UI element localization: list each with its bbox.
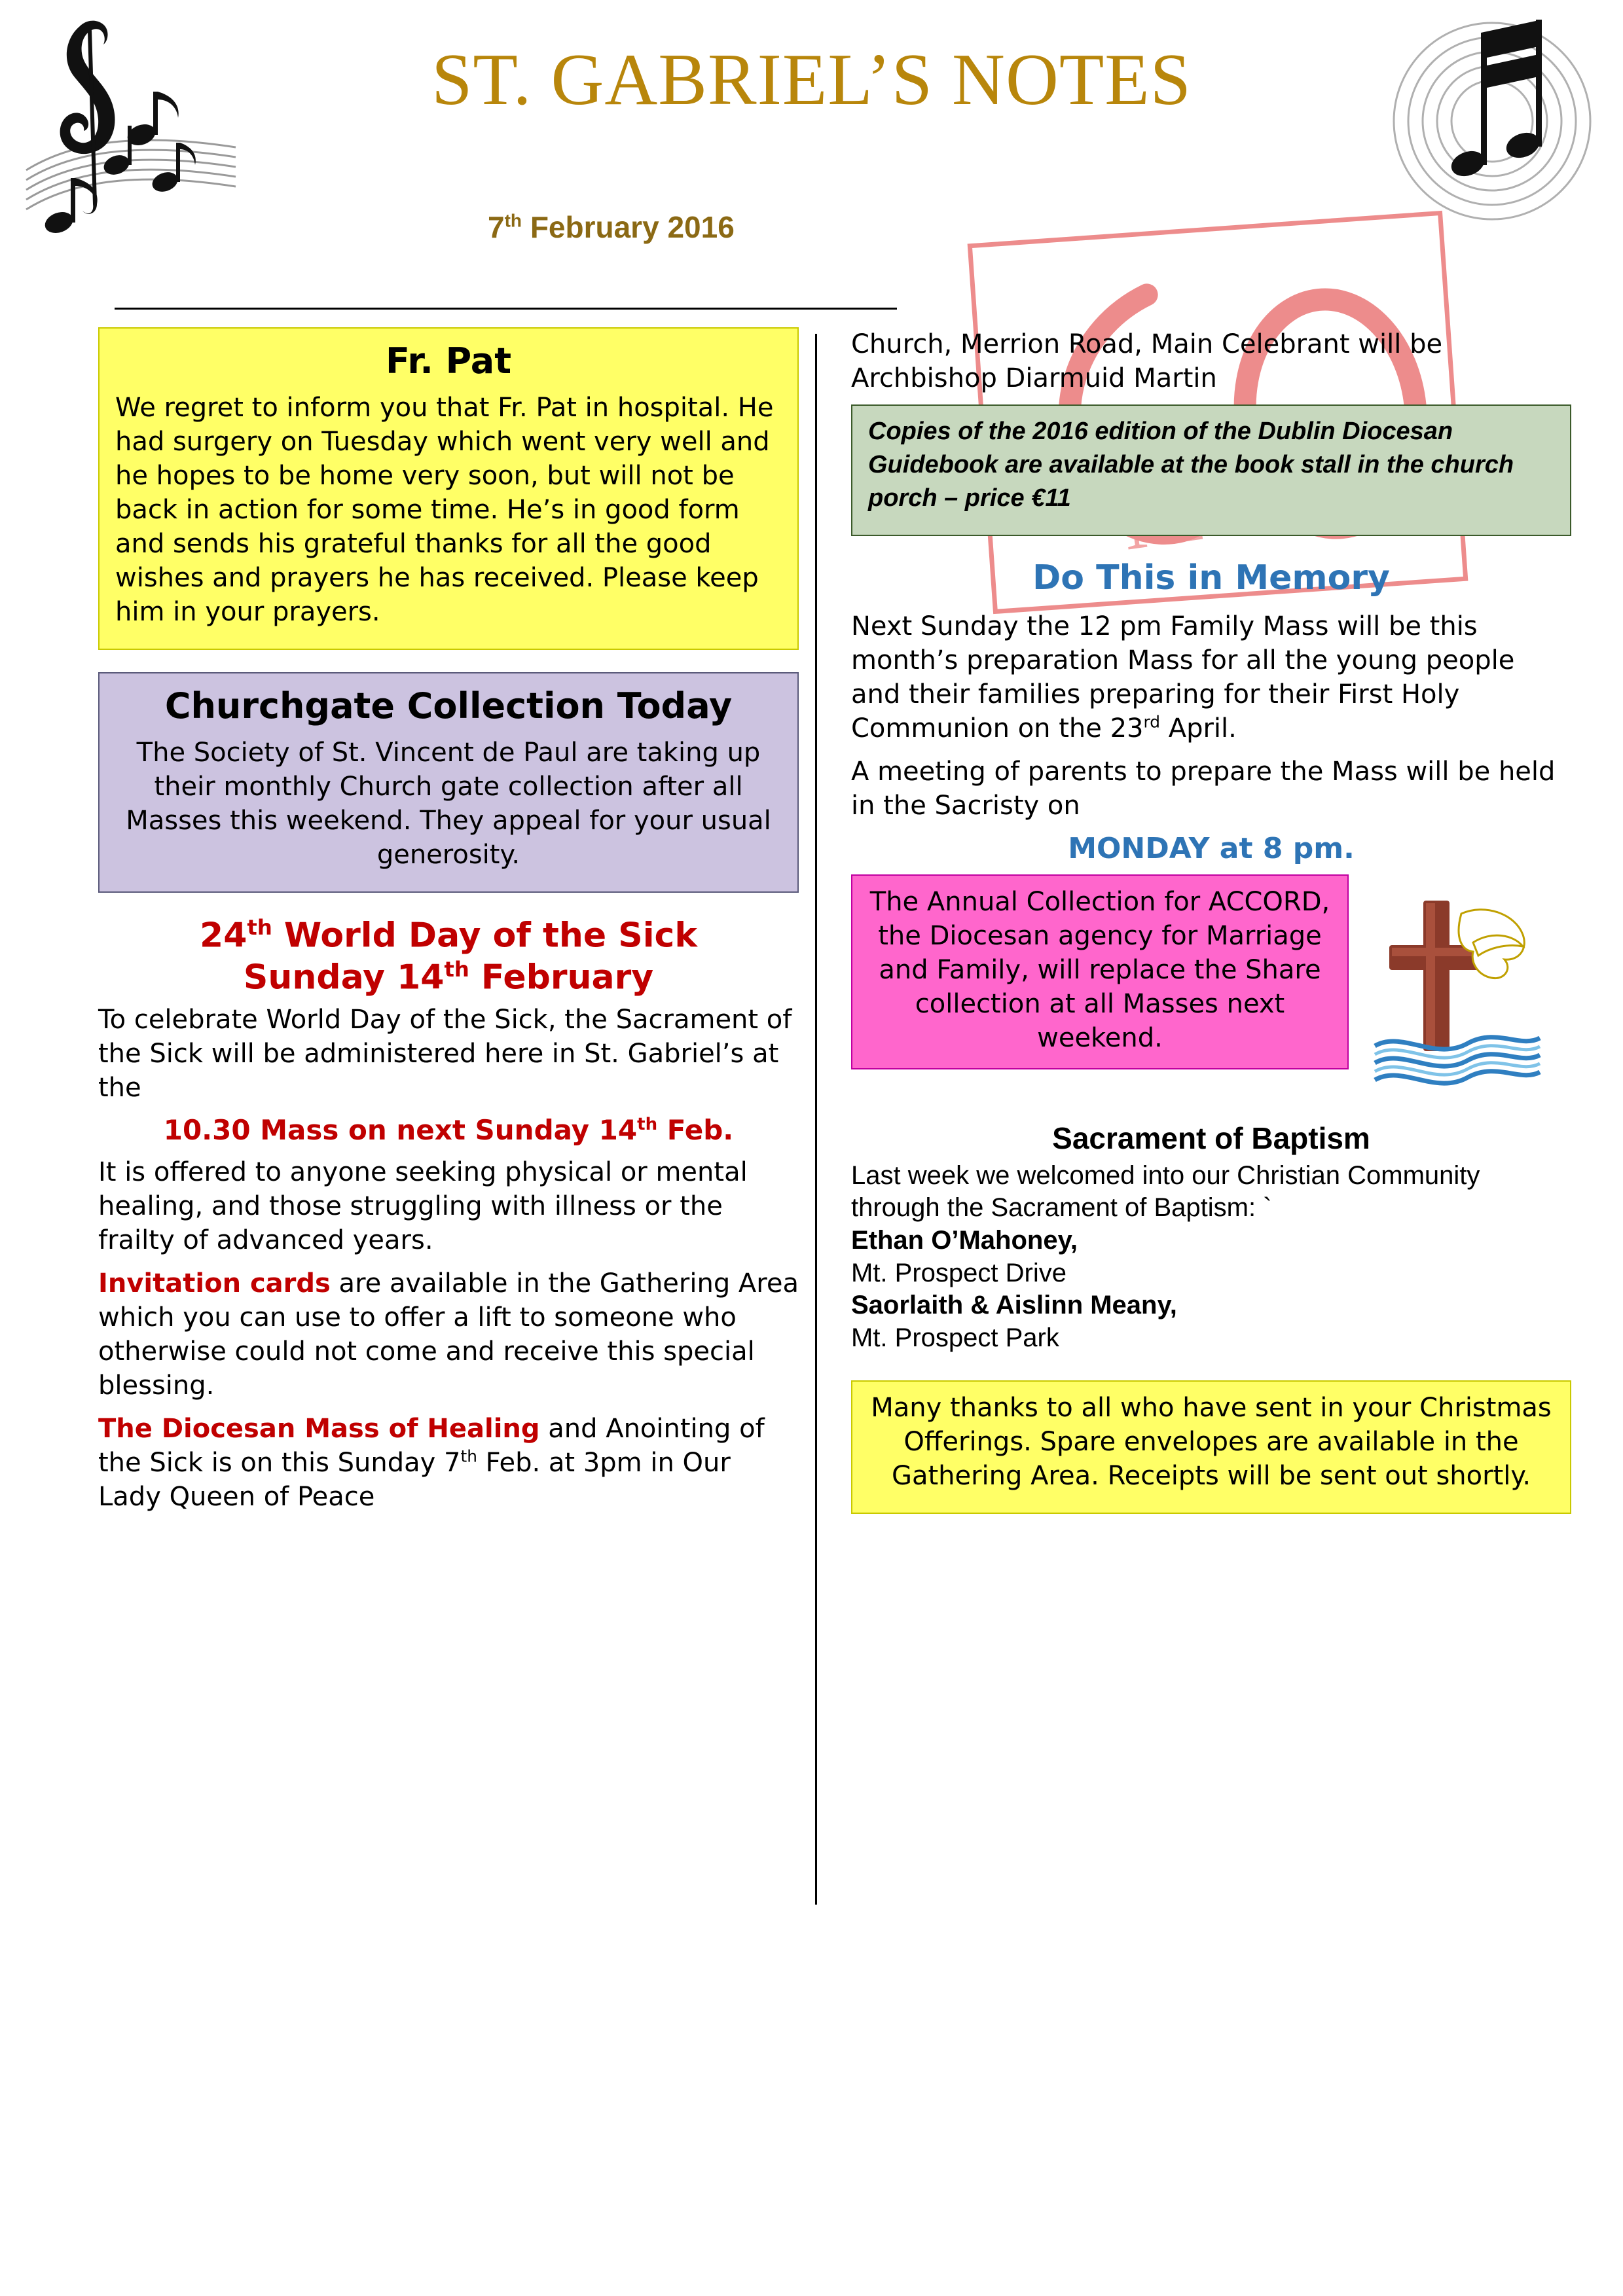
- world-day-para-2: It is offered to anyone seeking physical or mental healing, and those struggling with illness or the frailty of advanced years.: [98, 1157, 748, 1255]
- baptism-name-1: Ethan O’Mahoney,: [851, 1225, 1078, 1255]
- accord-text: The Annual Collection for ACCORD, the Diocesan agency for Marriage and Family, will replace the Share collection at all Masses next weekend.: [869, 886, 1330, 1053]
- column-divider: [815, 334, 817, 1905]
- diocesan-mass-continuation: Church, Merrion Road, Main Celebrant will be Archbishop Diarmuid Martin: [851, 329, 1443, 393]
- issue-date: [488, 209, 735, 245]
- invitation-cards-emphasis: Invitation cards: [98, 1268, 331, 1299]
- mass-time-ordinal: th: [637, 1114, 658, 1134]
- world-day-sunday: Sunday 14: [243, 958, 445, 997]
- baptism-name-2: Saorlaith & Aislinn Meany,: [851, 1291, 1177, 1320]
- churchgate-heading: Churchgate Collection Today: [164, 685, 733, 726]
- fr-pat-notice: [98, 327, 799, 650]
- newsletter-header: [0, 0, 1623, 281]
- baptism-address-2: Mt. Prospect Park: [851, 1323, 1059, 1352]
- fr-pat-heading: Fr. Pat: [385, 340, 512, 382]
- thanks-text: Many thanks to all who have sent in your Christmas Offerings. Spare envelopes are available in the Gathering Area. Receipts will be sent out shortly.: [871, 1393, 1552, 1492]
- sacrament-of-baptism-section: [851, 1121, 1571, 1355]
- baptism-heading: Sacrament of Baptism: [1052, 1121, 1370, 1155]
- accord-dove-cross-water-icon: [1363, 874, 1553, 1103]
- fr-pat-body: We regret to inform you that Fr. Pat in hospital. He had surgery on Tuesday which went very well and he hopes to be home very soon, but will not be back in action for some time. He’s in good form and sends his grateful thanks for all the good wishes and prayers he has received. Please keep him in your prayers.: [115, 393, 774, 627]
- world-day-ordinal: th: [247, 915, 272, 940]
- accord-collection-row: [851, 874, 1571, 1103]
- memory-para-1-text: Next Sunday the 12 pm Family Mass will be this month’s preparation Mass for all the young people and their families preparing for their First Holy Communion on the 23: [851, 611, 1515, 744]
- date-month-year: February 2016: [530, 210, 735, 244]
- accord-collection-notice: [851, 874, 1349, 1069]
- header-divider: [115, 308, 897, 310]
- world-day-para-4: [98, 1412, 799, 1514]
- memory-heading: Do This in Memory: [1032, 558, 1390, 598]
- world-day-mass-time: [98, 1114, 799, 1146]
- diocesan-guidebook-notice: [851, 404, 1571, 536]
- newsletter-columns: [0, 327, 1623, 1911]
- world-day-of-sick-section: [98, 915, 799, 1514]
- diocesan-mass-location: Feb. at 3pm in Our Lady Queen of Peace: [98, 1447, 731, 1512]
- date-day: 7: [488, 210, 505, 244]
- mass-time-month: Feb.: [657, 1113, 734, 1146]
- mass-time-text: 10.30 Mass on next Sunday 14: [163, 1113, 638, 1146]
- world-day-number: 24: [200, 916, 247, 956]
- churchgate-body: The Society of St. Vincent de Paul are taking up their monthly Church gate collection after all Masses this weekend. They appeal for your usual generosity.: [126, 738, 771, 870]
- page-title: ST. GABRIEL’S NOTES: [431, 39, 1192, 120]
- baptism-name-2-text: Saorlaith & Aislinn Meany: [851, 1291, 1170, 1320]
- accord-image: [1363, 874, 1553, 1103]
- memory-para-1-ordinal: rd: [1143, 712, 1160, 732]
- baptism-intro: Last week we welcomed into our Christian Community through the Sacrament of Baptism: `: [851, 1160, 1480, 1223]
- date-ordinal-suffix: th: [504, 210, 522, 231]
- invitation-cards-text: are available in the Gathering Area which you can use to offer a lift to someone who otherwise could not come and receive this special blessing.: [98, 1268, 799, 1401]
- world-day-title: World Day of the Sick: [272, 916, 697, 956]
- memory-meeting-time: MONDAY at 8 pm.: [1068, 831, 1355, 865]
- world-day-para-3: [98, 1266, 799, 1403]
- memory-para-1: [851, 609, 1571, 745]
- diocesan-mass-ordinal: th: [460, 1446, 477, 1466]
- guidebook-text: Copies of the 2016 edition of the Dublin Diocesan Guidebook are available at the book stall in the church porch – price €11: [868, 418, 1514, 512]
- memory-para-1-month: April.: [1159, 713, 1237, 744]
- world-day-month: February: [469, 958, 654, 997]
- world-day-heading: [98, 915, 799, 999]
- baptism-name-1-text: Ethan O’Mahoney: [851, 1225, 1070, 1255]
- world-day-para-1: To celebrate World Day of the Sick, the Sacrament of the Sick will be administered here in St. Gabriel’s at the: [98, 1004, 792, 1103]
- left-column: [98, 327, 799, 1523]
- right-column: [851, 327, 1571, 1536]
- do-this-in-memory-section: [851, 558, 1571, 865]
- world-day-sunday-ordinal: th: [444, 956, 469, 982]
- churchgate-collection-notice: [98, 672, 799, 893]
- baptism-address-1: Mt. Prospect Drive: [851, 1258, 1067, 1287]
- christmas-offerings-thanks: [851, 1380, 1571, 1514]
- diocesan-mass-text: and Anointing of the Sick is on this Sunday 7: [98, 1413, 765, 1478]
- memory-para-2: A meeting of parents to prepare the Mass will be held in the Sacristy on: [851, 756, 1556, 821]
- diocesan-mass-emphasis: The Diocesan Mass of Healing: [98, 1413, 540, 1444]
